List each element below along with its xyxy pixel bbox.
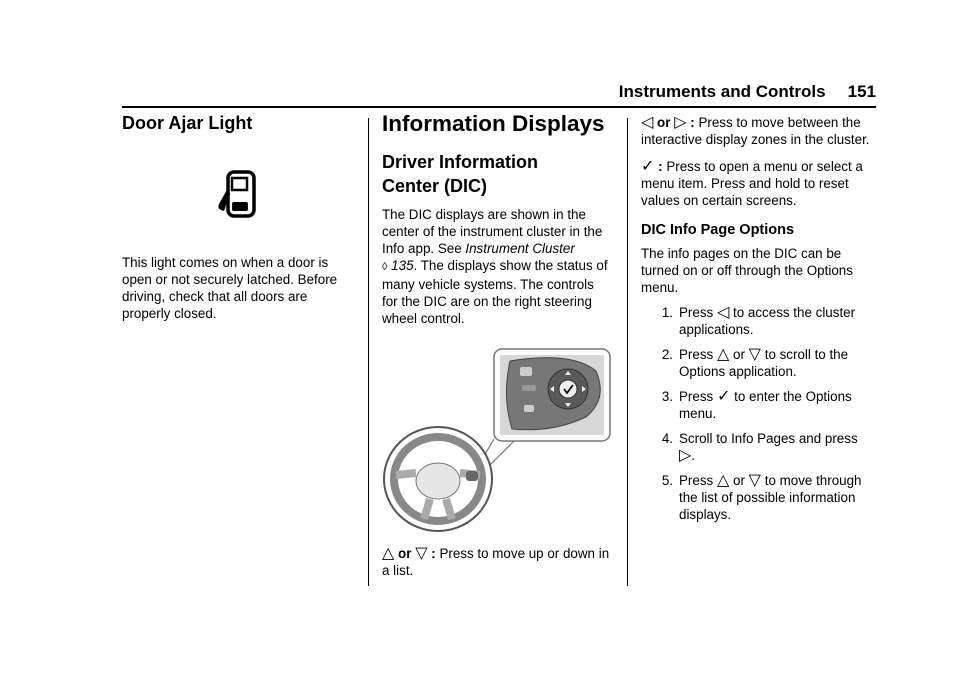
- column-divider-2: [627, 118, 628, 586]
- updown-description: △ or ▽ : Press to move up or down in a list.: [382, 545, 610, 578]
- door-ajar-heading: Door Ajar Light: [122, 113, 253, 133]
- page-ref-arrow-icon: ◊: [382, 261, 388, 273]
- column-information-displays: [382, 108, 612, 579]
- dic-info-page-options-heading: DIC Info Page Options: [641, 222, 795, 238]
- left-arrow-icon: ◁: [641, 114, 654, 131]
- column-door-ajar: [122, 108, 358, 322]
- down-arrow-icon: ▽: [748, 346, 761, 363]
- thumbwheel-check-icon: ✓: [641, 158, 655, 175]
- options-intro: The info pages on the DIC can be turned on or off through the Options menu.: [641, 246, 853, 295]
- right-arrow-icon: ▷: [679, 447, 692, 464]
- options-steps: [641, 304, 877, 523]
- information-displays-heading: Information Displays: [382, 111, 605, 136]
- page-number: 151: [847, 82, 876, 101]
- door-ajar-body: This light comes on when a door is open or not securely latched. Before driving, check that all doors are properly closed.: [122, 255, 338, 321]
- right-arrow-icon: ▷: [674, 114, 687, 131]
- list-item: 1. Press ◁ to access the cluster applications.: [661, 304, 856, 337]
- left-arrow-icon: ◁: [716, 304, 730, 321]
- steering-wheel-controls-illustration: [382, 347, 614, 537]
- up-arrow-icon: △: [382, 545, 395, 562]
- page-header: [0, 82, 876, 104]
- up-arrow-icon: △: [716, 472, 730, 489]
- up-arrow-icon: △: [716, 346, 730, 363]
- check-description: ✓ : Press to open a menu or select a menu item. Press and hold to reset values on certain screens.: [641, 158, 863, 208]
- list-item: 5. Press △ or ▽ to move through the list of possible information displays.: [661, 472, 862, 522]
- list-item: 4. Scroll to Info Pages and press ▷.: [661, 431, 858, 464]
- dic-body: The DIC displays are shown in the center of the instrument cluster in the Info app. See Instrument Cluster ◊ 135. The displays show the status of many vehicle systems. The controls for the DIC are on the right steering wheel control.: [382, 207, 608, 326]
- down-arrow-icon: ▽: [415, 545, 428, 562]
- dic-heading: Driver Information Center (DIC): [382, 152, 539, 196]
- leftright-description: ◁ or ▷ : Press to move between the interactive display zones in the cluster.: [641, 114, 870, 147]
- door-ajar-light-icon: [216, 168, 260, 228]
- list-item: 2. Press △ or ▽ to scroll to the Options application.: [661, 346, 849, 379]
- down-arrow-icon: ▽: [748, 472, 761, 489]
- instrument-cluster-link[interactable]: Instrument Cluster: [465, 241, 575, 256]
- column-divider-1: [368, 118, 369, 586]
- thumbwheel-check-icon: ✓: [716, 388, 731, 405]
- page-ref-number[interactable]: 135: [391, 258, 414, 273]
- column-dic-controls: [641, 108, 877, 531]
- list-item: 3. Press ✓ to enter the Options menu.: [661, 388, 852, 421]
- header-section-title: Instruments and Controls: [618, 82, 826, 101]
